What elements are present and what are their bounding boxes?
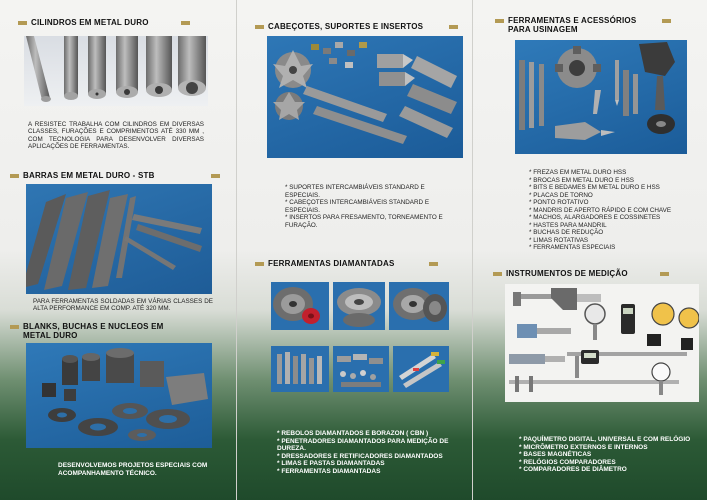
medicao-photo (505, 284, 699, 402)
list-item: * SUPORTES INTERCAMBIÁVEIS STANDARD E ESPECIAIS. (285, 184, 451, 199)
cilindros-title: CILINDROS EM METAL DURO (31, 18, 149, 27)
list-item: * COMPARADORES DE DIÂMETRO (519, 466, 705, 474)
accent-bar (449, 25, 458, 29)
usinagem-list (529, 169, 705, 252)
dressadores-photo (333, 346, 389, 392)
list-item: * MACHOS, ALARGADORES E COSSINETES (529, 214, 705, 222)
list-item: * DRESSADORES E RETIFICADORES DIAMANTADOS (277, 453, 461, 461)
blanks-heading (10, 322, 164, 340)
usinagem-photo (515, 40, 687, 154)
list-item: * PAQUÍMETRO DIGITAL, UNIVERSAL E COM RELÓGIO (519, 436, 705, 444)
barras-heading (10, 171, 220, 180)
usinagem-title-line1: FERRAMENTAS E ACESSÓRIOS (508, 16, 637, 25)
accent-bar (255, 262, 264, 266)
list-item: * CABEÇOTES INTERCAMBIÁVEIS STANDARD E ESPECIAIS. (285, 199, 451, 214)
barras-photo (26, 184, 212, 294)
panel-right (472, 0, 707, 500)
cilindros-photo (24, 36, 208, 106)
diamond-wheel-photo-3 (389, 282, 449, 330)
usinagem-title-line2: PARA USINAGEM (508, 25, 578, 34)
list-item: * BUCHAS DE REDUÇÃO (529, 229, 705, 237)
pastas-photo (393, 346, 449, 392)
list-item: * FREZAS EM METAL DURO HSS (529, 169, 705, 177)
usinagem-title (508, 16, 636, 34)
cabecotes-title: CABEÇOTES, SUPORTES E INSERTOS (268, 22, 424, 31)
accent-bar (10, 325, 19, 329)
accent-bar (18, 21, 27, 25)
accent-bar (10, 174, 19, 178)
accent-bar (495, 19, 504, 23)
accent-bar (255, 25, 264, 29)
list-item: * FERRAMENTAS DIAMANTADAS (277, 468, 461, 476)
list-item: * LIMAS ROTATIVAS (529, 237, 705, 245)
accent-bar (181, 21, 190, 25)
list-item: * PENETRADORES DIAMANTADOS PARA MEDIÇÃO DE DUREZA. (277, 438, 461, 453)
list-item: * MANDRIS DE APERTO RÁPIDO E COM CHAVE (529, 207, 705, 215)
penetradores-photo (271, 346, 329, 392)
accent-bar (493, 272, 502, 276)
cabecotes-heading (255, 22, 458, 31)
barras-text: PARA FERRAMENTAS SOLDADAS EM VÁRIAS CLASSES DE ALTA PERFORMANCE EM COMP. ATÉ 320 MM. (33, 298, 213, 313)
diamantadas-list (277, 430, 461, 476)
cabecotes-photo (267, 36, 463, 158)
accent-bar (429, 262, 438, 266)
cilindros-heading (18, 18, 190, 27)
list-item: * RELÓGIOS COMPARADORES (519, 459, 705, 467)
diamond-wheel-photo-1 (271, 282, 329, 330)
list-item: * REBOLOS DIAMANTADOS E BORAZON ( CBN ) (277, 430, 461, 438)
blanks-photo (26, 343, 212, 448)
list-item: * INSERTOS PARA FRESAMENTO, TORNEAMENTO E FURAÇÃO. (285, 214, 451, 229)
list-item: * HASTES PARA MANDRIL (529, 222, 705, 230)
list-item: * BITS E BEDAMES EM METAL DURO E HSS (529, 184, 705, 192)
accent-bar (662, 19, 671, 23)
list-item: * PONTO ROTATIVO (529, 199, 705, 207)
medicao-heading (493, 269, 669, 278)
barras-title: BARRAS EM METAL DURO - STB (23, 171, 155, 180)
list-item: * FERRAMENTAS ESPECIAIS (529, 244, 705, 252)
usinagem-heading (495, 16, 671, 34)
diamantadas-title: FERRAMENTAS DIAMANTADAS (268, 259, 395, 268)
list-item: * PLACAS DE TORNO (529, 192, 705, 200)
list-item: * LIMAS E PASTAS DIAMANTADAS (277, 460, 461, 468)
medicao-list (519, 436, 705, 474)
cilindros-text: A RESISTEC TRABALHA COM CILINDROS EM DIVERSAS CLASSES, FURAÇÕES E COMPRIMENTOS ATÉ 330 MM , COM TECNOLOGIA PARA DESENVOLVER DIVERSAS APLICAÇÕES DE FERRAMENTAS. (28, 121, 204, 151)
list-item: * BROCAS EM METAL DURO E HSS (529, 177, 705, 185)
accent-bar (660, 272, 669, 276)
cabecotes-list (285, 184, 451, 229)
accent-bar (211, 174, 220, 178)
panel-middle (236, 0, 472, 500)
list-item: * BASES MAGNÉTICAS (519, 451, 705, 459)
diamantadas-heading (255, 259, 438, 268)
blanks-title-line2: METAL DURO (23, 331, 78, 340)
list-item: * MICRÔMETRO EXTERNOS E INTERNOS (519, 444, 705, 452)
blanks-title (23, 322, 164, 340)
blanks-footer-text: DESENVOLVEMOS PROJETOS ESPECIAIS COM ACOMPANHAMENTO TÉCNICO. (58, 462, 208, 477)
blanks-title-line1: BLANKS, BUCHAS E NUCLEOS EM (23, 322, 164, 331)
panel-left (0, 0, 236, 500)
diamond-wheel-photo-2 (333, 282, 385, 330)
medicao-title: INSTRUMENTOS DE MEDIÇÃO (506, 269, 628, 278)
